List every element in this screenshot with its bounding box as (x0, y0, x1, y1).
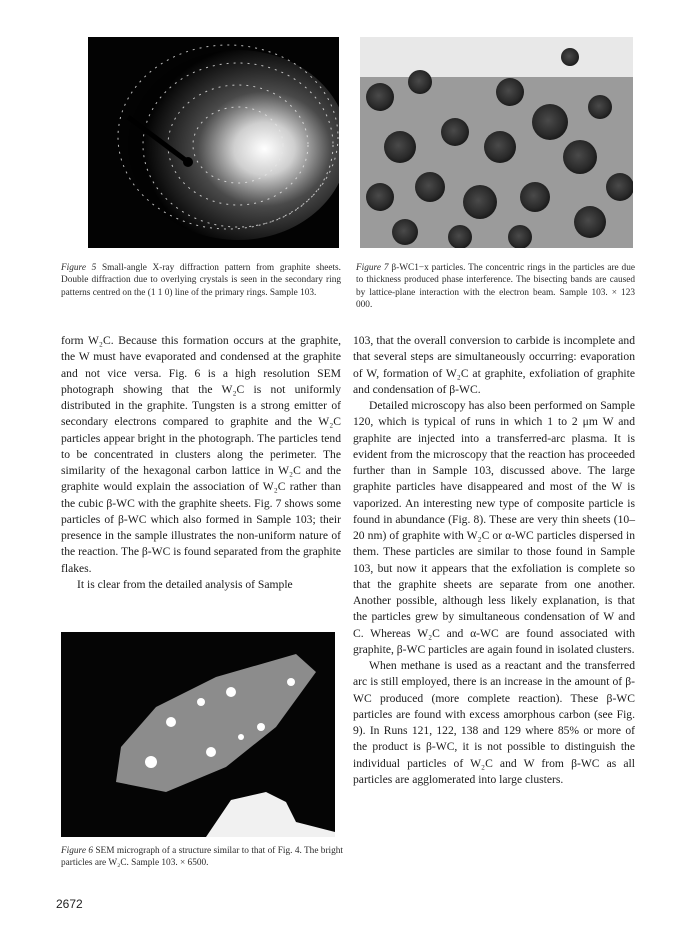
figure-7-caption (356, 262, 635, 312)
figure-5-caption (61, 262, 341, 299)
figure-6-sem-micrograph (61, 632, 335, 837)
figure-7-caption-label: Figure 7 (356, 263, 389, 273)
right-paragraph-2: Detailed microscopy has also been performed on Sample 120, which is typical of runs in which 1 to 2 μm W and graphite are injected into a transferred-arc plasma. It is evident from the microscopy that the reaction has proceeded further than in Sample 103, discussed above. The large graphite particles have disappeared and most of the W is vaporized. An interesting new type of composite particle is found in abundance (Fig. 8). These are very thin sheets (10–20 nm) of graphite with W₂C or α-WC particles dispersed in them. These particles are similar to those found in Sample 103, but now it appears that the exfoliation is complete so that the graphite sheets are separate from one another. Another possible, although less likely explanation, is that the particles grew by simultaneous condensation of W and C. Whereas W₂C and α-WC are found associated with graphite, β-WC particles are again found in isolated clusters. (353, 399, 635, 656)
left-paragraph-2: It is clear from the detailed analysis of Sample (77, 577, 293, 591)
figure-6-caption-label: Figure 6 (61, 846, 93, 856)
page-number: 2672 (56, 897, 83, 911)
figure-7-particle-micrograph (360, 37, 633, 248)
right-paragraph-1: 103, that the overall conversion to carbide is incomplete and that several steps are simultaneously occurring: evaporation of W, formation of W₂C at graphite, exfoliation of graphite and condensation of β-WC. (353, 334, 635, 396)
figure-6-caption-text: SEM micrograph of a structure similar to that of Fig. 4. The bright particles are W₂C. Sample 103. × 6500. (61, 846, 344, 869)
figure-6-caption (61, 845, 343, 870)
figure-5-diffraction-image (88, 37, 339, 248)
figure-5-caption-text: Small-angle X-ray diffraction pattern from graphite sheets. Double diffraction due to overlying crystals is seen in the secondary ring patterns centred on the (1 1 0) line of the primary rings. Sample 103. (61, 263, 341, 298)
right-paragraph-3: When methane is used as a reactant and the transferred arc is still employed, there is an increase in the amount of β-WC produced (more complete reaction). These β-WC particles are found with excess amorphous carbon (see Fig. 9). In Runs 121, 122, 138 and 129 where 85% or more of the product is β-WC, it is not possible to distinguish the individual particles of W₂C and W from β-WC as all particles are agglomerated into large clusters. (353, 659, 635, 786)
figure-7-caption-text: β-WC1−x particles. The concentric rings in the particles are due to thickness produced phase interference. The bisecting bands are caused by lattice-plane interaction with the electron beam. Sample 103. × 123 000. (356, 263, 635, 311)
right-column-text (353, 333, 635, 788)
left-column-text (61, 333, 341, 593)
left-paragraph-1: form W₂C. Because this formation occurs at the graphite, the W must have evaporated and condensed at the graphite and not vice versa. Fig. 6 is a high resolution SEM photograph showing that the W₂C is not uniformly distributed in the graphite. Tungsten is a strong emitter of secondary electrons compared to graphite and the W₂C particles appear bright in the photograph. The particles tend to be concentrated in clusters along the perimeter. The similarity of the hexagonal carbon lattice in W₂C and the graphite would explain the association of W₂C rather than the cubic β-WC with the graphite sheets. Fig. 7 shows some particles of β-WC which also formed in Sample 103; their presence in the sample illustrates the non-uniform nature of the reaction. The β-WC is found separated from the graphite flakes. (61, 334, 341, 575)
figure-5-caption-label: Figure 5 (61, 263, 97, 273)
